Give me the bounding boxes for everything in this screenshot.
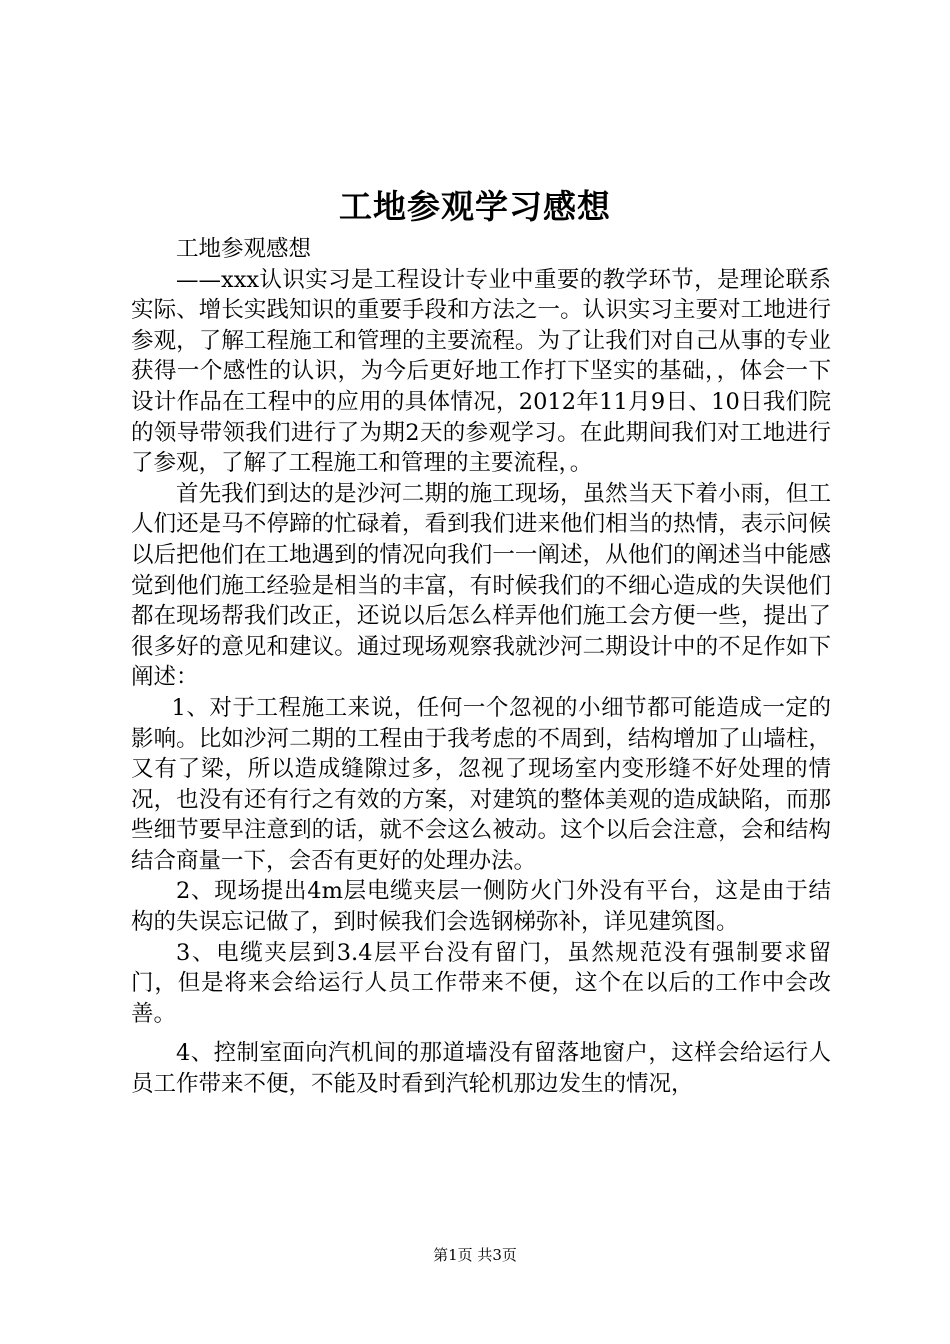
paragraph-item-1: 1、对于工程施工来说，任何一个忽视的小细节都可能造成一定的影响。比如沙河二期的工程由于我考虑的不周到，结构增加了山墙柱，又有了梁，所以造成缝隙过多，忽视了现场室内变形缝不好处理的情况，也没有还有行之有效的方案，对建筑的整体美观的造成缺陷，而那些细节要早注意到的话，就不会这么被动。这个以后会注意，会和结构结合商量一下，会否有更好的处理办法。 [131, 694, 831, 874]
paragraph-item-4: 4、控制室面向汽机间的那道墙没有留落地窗户，这样会给运行人员工作带来不便，不能及时看到汽轮机那边发生的情况， [131, 1040, 831, 1098]
paragraph-subtitle: 工地参观感想 [176, 236, 312, 262]
document-body [131, 234, 831, 1100]
page-number-footer: 第1页 共3页 [433, 1246, 517, 1264]
paragraph-item-3: 3、电缆夹层到3.4层平台没有留门，虽然规范没有强制要求留门，但是将来会给运行人员工作带来不便，这个在以后的工作中会改善。 [131, 939, 831, 1027]
paragraph-intro: ——xxx认识实习是工程设计专业中重要的教学环节，是理论联系实际、增长实践知识的重要手段和方法之一。认识实习主要对工地进行参观，了解工程施工和管理的主要流程。为了让我们对自己从事的专业获得一个感性的认识，为今后更好地工作打下坚实的基础，，体会一下设计作品在工程中的应用的具体情况，2012年11月9日、10日我们院的领导带领我们进行了为期2天的参观学习。在此期间我们对工地进行了参观，了解了工程施工和管理的主要流程，。 [131, 266, 831, 477]
paragraph-item-2: 2、现场提出4m层电缆夹层一侧防火门外没有平台，这是由于结构的失误忘记做了，到时候我们会选钢梯弥补，详见建筑图。 [131, 878, 831, 936]
paragraph-site-visit: 首先我们到达的是沙河二期的施工现场，虽然当天下着小雨，但工人们还是马不停蹄的忙碌着，看到我们进来他们相当的热情，表示问候以后把他们在工地遇到的情况向我们一一阐述，从他们的阐述当中能感觉到他们施工经验是相当的丰富，有时候我们的不细心造成的失误他们都在现场帮我们改正，还说以后怎么样弄他们施工会方便一些，提出了很多好的意见和建议。通过现场观察我就沙河二期设计中的不足作如下阐述： [131, 480, 831, 691]
document-title: 工地参观学习感想 [339, 187, 611, 226]
